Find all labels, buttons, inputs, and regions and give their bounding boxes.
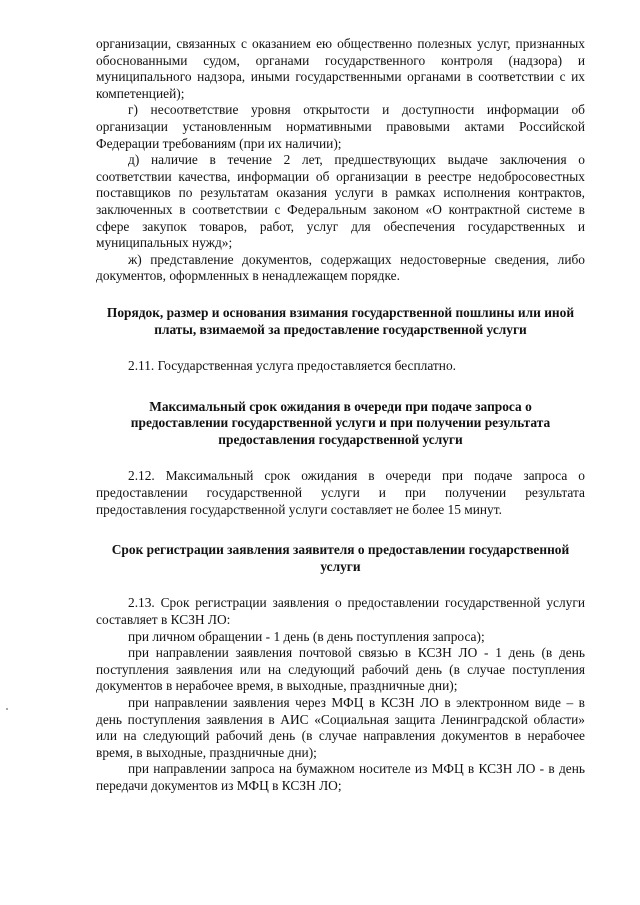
heading-registration-term: Срок регистрации заявления заявителя о предоставлении государственной услуги <box>111 542 570 574</box>
heading-queue-time: Максимальный срок ожидания в очереди при подаче запроса о предоставлении государственной услуги и при получении результата предоставления государственной услуги <box>130 398 551 447</box>
section-2-13-mfc-paper: при направлении запроса на бумажном носителе из МФЦ в КСЗН ЛО - в день передачи документов из МФЦ в КСЗН ЛО; <box>96 761 585 793</box>
paragraph-item-g: г) несоответствие уровня открытости и доступности информации об организации установленным нормативными правовыми актами Российской Федерации требованиям (при их наличии); <box>96 102 585 151</box>
scan-speck <box>6 708 8 710</box>
section-2-13-personal: при личном обращении - 1 день (в день поступления запроса); <box>128 628 485 644</box>
section-2-11: 2.11. Государственная услуга предоставляется бесплатно. <box>128 358 456 374</box>
paragraph-item-zh: ж) представление документов, содержащих недостоверные сведения, либо документов, оформленных в ненадлежащем порядке. <box>96 251 585 284</box>
section-2-13: 2.13. Срок регистрации заявления о предоставлении государственной услуги составляет в КСЗН ЛО: <box>96 595 585 628</box>
paragraph-continuation: организации, связанных с оказанием ею общественно полезных услуг, признанных обоснованными судом, органами государственного контроля (надзора) и муниципального надзора, иными государственными органами в соответствии с их компетенцией); <box>96 36 585 101</box>
section-2-12: 2.12. Максимальный срок ожидания в очереди при подаче запроса о предоставлении государственной услуги и при получении результата предоставления государственной услуги составляет не более 15 минут. <box>96 468 585 517</box>
paragraph-item-d: д) наличие в течение 2 лет, предшествующих выдаче заключения о соответствии качества, информации об организации в реестре недобросовестных поставщиков по результатам оказания услуги в рамках исполнения контрактов, заключенных в соответствии с Федеральным законом «О контрактной системе в сфере закупок товаров, работ, услуг для обеспечения государственных и муниципальных нужд»; <box>96 152 585 251</box>
section-2-13-mfc-electronic: при направлении заявления через МФЦ в КСЗН ЛО в электронном виде – в день поступления заявления в АИС «Социальная защита Ленинградской области» или на следующий рабочий день (в случае направления документов в нерабочее время, в выходные, праздничные дни); <box>96 695 585 760</box>
section-2-13-post: при направлении заявления почтовой связью в КСЗН ЛО - 1 день (в день поступления заявления или на следующий рабочий день (в случае поступления документов в нерабочее время, в выходные, праздничные дни); <box>96 645 585 694</box>
heading-fee: Порядок, размер и основания взимания государственной пошлины или иной платы, взимаемой за предоставление государственной услуги <box>106 304 575 337</box>
